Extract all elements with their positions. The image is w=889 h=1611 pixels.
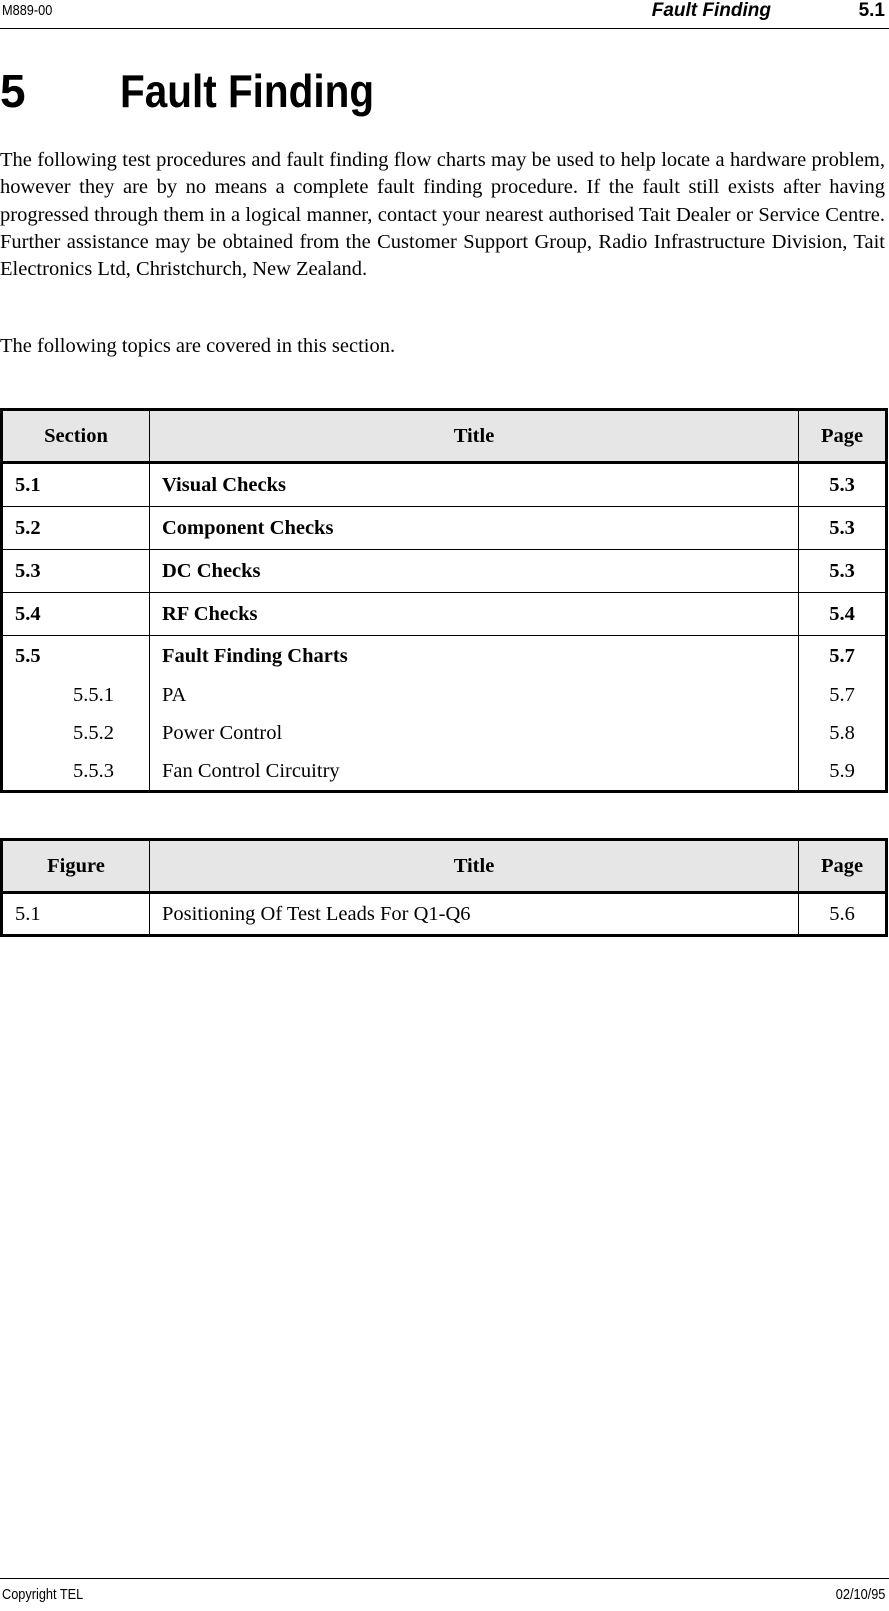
table-row [2, 463, 887, 507]
section-title: DC Checks [150, 550, 799, 593]
table-row [2, 752, 887, 792]
section-page: 5.3 [799, 550, 887, 593]
subsection-title: Power Control [150, 714, 799, 752]
chapter-title: Fault Finding [120, 65, 375, 117]
column-header-title: Title [150, 410, 799, 463]
topics-intro-line: The following topics are covered in this section. [0, 335, 396, 357]
table-row [2, 550, 887, 593]
table-row [2, 507, 887, 550]
table-row [2, 636, 887, 677]
section-title: Fault Finding Charts [150, 636, 799, 677]
section-number: 5.2 [2, 507, 150, 550]
column-header-page: Page [799, 840, 887, 893]
chapter-number: 5 [0, 65, 26, 117]
subsection-number: 5.5.3 [2, 752, 150, 792]
chapter-heading [0, 62, 409, 120]
section-contents-table [0, 408, 888, 793]
subsection-title: PA [150, 676, 799, 714]
section-number: 5.1 [2, 463, 150, 507]
header-page-number: 5.1 [858, 0, 885, 21]
column-header-figure: Figure [2, 840, 150, 893]
column-header-page: Page [799, 410, 887, 463]
table-header-row [2, 410, 887, 463]
column-header-section: Section [2, 410, 150, 463]
section-number: 5.3 [2, 550, 150, 593]
section-page: 5.4 [799, 593, 887, 636]
table-row [2, 893, 887, 936]
header-section-title: Fault Finding [651, 0, 771, 21]
subsection-page: 5.9 [799, 752, 887, 792]
figure-title: Positioning Of Test Leads For Q1-Q6 [150, 893, 799, 936]
section-number: 5.5 [2, 636, 150, 677]
section-page: 5.7 [799, 636, 887, 677]
section-number: 5.4 [2, 593, 150, 636]
subsection-number: 5.5.1 [2, 676, 150, 714]
table-header-row [2, 840, 887, 893]
section-page: 5.3 [799, 463, 887, 507]
table-row [2, 676, 887, 714]
page-header [0, 0, 889, 29]
subsection-title: Fan Control Circuitry [150, 752, 799, 792]
figure-number: 5.1 [2, 893, 150, 936]
section-page: 5.3 [799, 507, 887, 550]
intro-paragraph: The following test procedures and fault finding flow charts may be used to help locate a hardware problem, however they are by no means a complete fault finding procedure. If the fault still exists after having progressed through them in a logical manner, contact your nearest authorised Tait Dealer or Service Centre. Further assistance may be obtained from the Customer Support Group, Radio Infrastructure Division, Tait Electronics Ltd, Christchurch, New Zealand. [0, 149, 885, 281]
subsection-number: 5.5.2 [2, 714, 150, 752]
copyright-notice: Copyright TEL [2, 1586, 84, 1603]
page-footer [0, 1578, 889, 1609]
table-row [2, 714, 887, 752]
issue-date: 02/10/95 [835, 1586, 885, 1603]
section-title: Component Checks [150, 507, 799, 550]
section-title: Visual Checks [150, 463, 799, 507]
document-code: M889-00 [2, 2, 53, 19]
subsection-page: 5.7 [799, 676, 887, 714]
figure-page: 5.6 [799, 893, 887, 936]
subsection-page: 5.8 [799, 714, 887, 752]
column-header-title: Title [150, 840, 799, 893]
table-row [2, 593, 887, 636]
figure-list-table [0, 838, 888, 937]
section-title: RF Checks [150, 593, 799, 636]
